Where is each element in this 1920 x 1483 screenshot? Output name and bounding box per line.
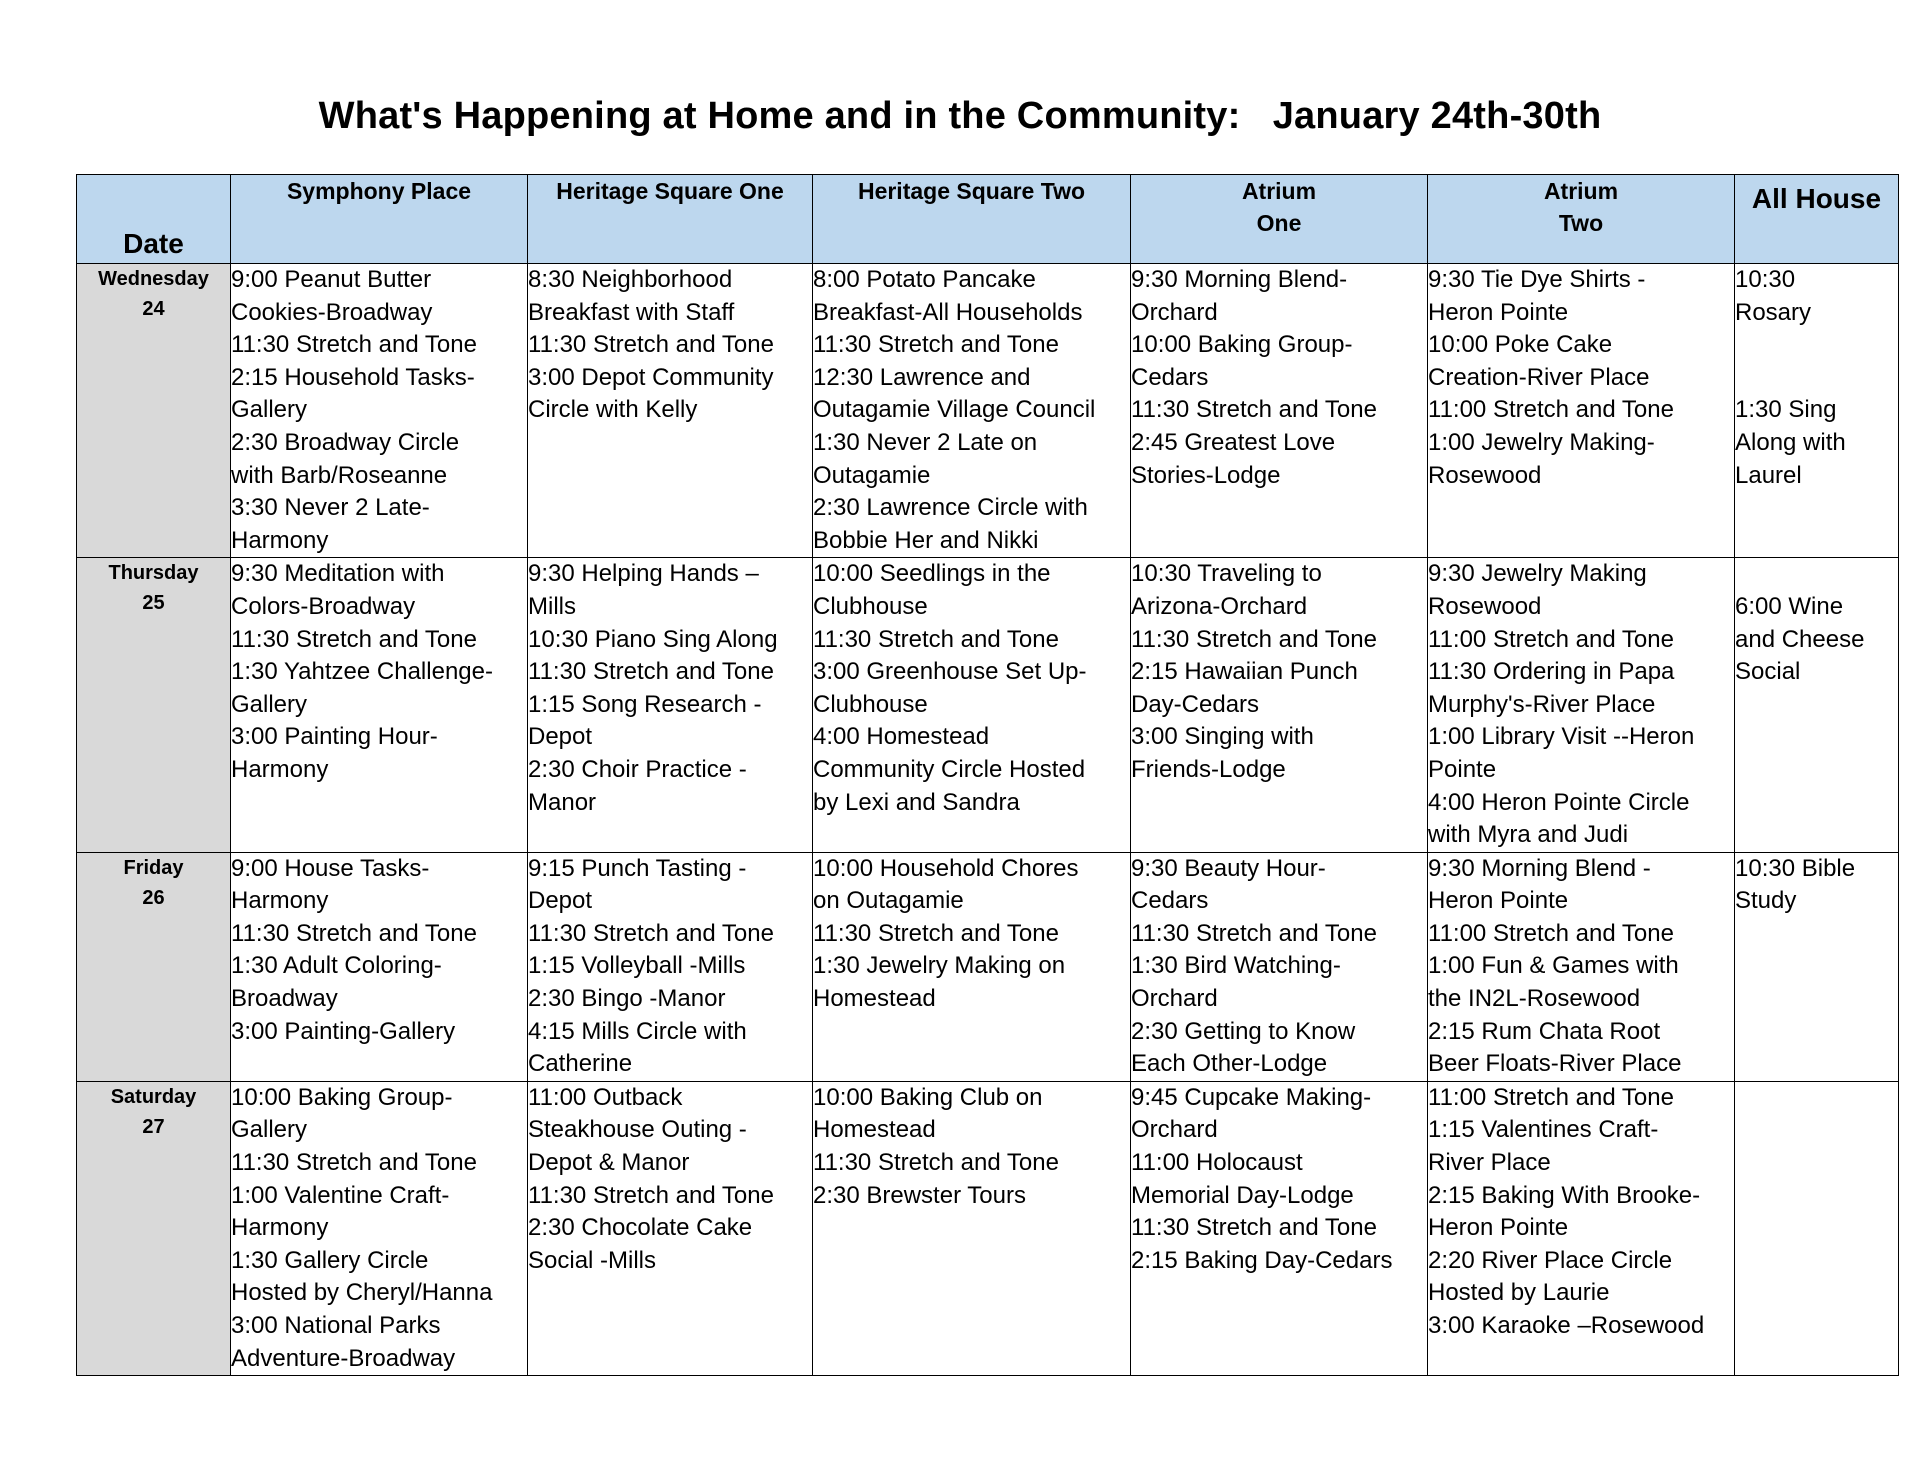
date-cell [77,558,231,852]
heritage-square-one-activities: 11:00 Outback Steakhouse Outing - Depot & Manor 11:30 Stretch and Tone 2:30 Chocolate Cake Social -Mills [528,1081,813,1375]
header-atrium-one-line1: Atrium [1241,178,1317,204]
page-title: What's Happening at Home and in the Community: January 24th-30th [318,95,1602,137]
header-row [77,175,1899,264]
atrium-one-activities: 10:30 Traveling to Arizona-Orchard 11:30 Stretch and Tone 2:15 Hawaiian Punch Day-Cedars 3:00 Singing with Friends-Lodge [1131,558,1428,852]
symphony-place-activities: 9:30 Meditation with Colors-Broadway 11:30 Stretch and Tone 1:30 Yahtzee Challenge- Gallery 3:00 Painting Hour- Harmony [231,558,528,852]
schedule-table [76,174,1899,1376]
atrium-one-activities: 9:30 Beauty Hour- Cedars 11:30 Stretch and Tone 1:30 Bird Watching- Orchard 2:30 Getting to Know Each Other-Lodge [1131,852,1428,1081]
all-house-activities: 6:00 Wine and Cheese Social [1735,558,1899,852]
header-date: Date [77,175,231,264]
header-atrium-two-line2: Two [1558,210,1604,236]
heritage-square-two-activities: 8:00 Potato Pancake Breakfast-All Households 11:30 Stretch and Tone 12:30 Lawrence and Outagamie Village Council 1:30 Never 2 Late on Outagamie 2:30 Lawrence Circle with Bobbie Her and Nikki [813,264,1131,558]
heritage-square-two-activities: 10:00 Baking Club on Homestead 11:30 Stretch and Tone 2:30 Brewster Tours [813,1081,1131,1375]
date-cell [77,264,231,558]
date-cell [77,852,231,1081]
day-name: Thursday [108,562,199,585]
date-cell [77,1081,231,1375]
day-number: 27 [142,1115,165,1138]
atrium-two-activities: 11:00 Stretch and Tone 1:15 Valentines Craft- River Place 2:15 Baking With Brooke- Heron Pointe 2:20 River Place Circle Hosted by Laurie 3:00 Karaoke –Rosewood [1428,1081,1735,1375]
header-all-house: All House [1735,175,1899,264]
header-symphony-place: Symphony Place [231,175,528,264]
heritage-square-two-activities: 10:00 Seedlings in the Clubhouse 11:30 Stretch and Tone 3:00 Greenhouse Set Up- Clubhouse 4:00 Homestead Community Circle Hosted by Lexi and Sandra [813,558,1131,852]
header-atrium-two [1428,175,1735,264]
header-atrium-two-line1: Atrium [1543,178,1619,204]
atrium-two-activities: 9:30 Tie Dye Shirts - Heron Pointe 10:00 Poke Cake Creation-River Place 11:00 Stretch and Tone 1:00 Jewelry Making- Rosewood [1428,264,1735,558]
day-name: Saturday [110,1085,197,1108]
symphony-place-activities: 10:00 Baking Group- Gallery 11:30 Stretch and Tone 1:00 Valentine Craft- Harmony 1:30 Gallery Circle Hosted by Cheryl/Hanna 3:00 National Parks Adventure-Broadway [231,1081,528,1375]
all-house-activities: 10:30 Bible Study [1735,852,1899,1081]
table-row-thursday [77,558,1899,852]
table-row-wednesday [77,264,1899,558]
symphony-place-activities: 9:00 House Tasks- Harmony 11:30 Stretch and Tone 1:30 Adult Coloring- Broadway 3:00 Painting-Gallery [231,852,528,1081]
header-heritage-square-one: Heritage Square One [528,175,813,264]
heritage-square-one-activities: 8:30 Neighborhood Breakfast with Staff 11:30 Stretch and Tone 3:00 Depot Community Circle with Kelly [528,264,813,558]
day-name: Friday [123,856,184,879]
header-atrium-one-line2: One [1256,210,1302,236]
all-house-activities: 10:30 Rosary 1:30 Sing Along with Laurel [1735,264,1899,558]
atrium-one-activities: 9:30 Morning Blend- Orchard 10:00 Baking Group- Cedars 11:30 Stretch and Tone 2:45 Greatest Love Stories-Lodge [1131,264,1428,558]
table-row-saturday [77,1081,1899,1375]
all-house-activities [1735,1081,1899,1375]
symphony-place-activities: 9:00 Peanut Butter Cookies-Broadway 11:30 Stretch and Tone 2:15 Household Tasks- Gallery 2:30 Broadway Circle with Barb/Roseanne 3:30 Never 2 Late- Harmony [231,264,528,558]
day-number: 24 [142,298,165,320]
day-number: 25 [142,592,165,615]
atrium-one-activities: 9:45 Cupcake Making- Orchard 11:00 Holocaust Memorial Day-Lodge 11:30 Stretch and Tone 2:15 Baking Day-Cedars [1131,1081,1428,1375]
day-name: Wednesday [98,268,209,290]
header-atrium-one [1131,175,1428,264]
table-row-friday [77,852,1899,1081]
day-number: 26 [142,886,165,909]
header-heritage-square-two: Heritage Square Two [813,175,1131,264]
heritage-square-one-activities: 9:30 Helping Hands – Mills 10:30 Piano Sing Along 11:30 Stretch and Tone 1:15 Song Research - Depot 2:30 Choir Practice - Manor [528,558,813,852]
heritage-square-two-activities: 10:00 Household Chores on Outagamie 11:30 Stretch and Tone 1:30 Jewelry Making on Homestead [813,852,1131,1081]
heritage-square-one-activities: 9:15 Punch Tasting - Depot 11:30 Stretch and Tone 1:15 Volleyball -Mills 2:30 Bingo -Manor 4:15 Mills Circle with Catherine [528,852,813,1081]
atrium-two-activities: 9:30 Morning Blend - Heron Pointe 11:00 Stretch and Tone 1:00 Fun & Games with the IN2L-Rosewood 2:15 Rum Chata Root Beer Floats-River Place [1428,852,1735,1081]
atrium-two-activities: 9:30 Jewelry Making Rosewood 11:00 Stretch and Tone 11:30 Ordering in Papa Murphy's-River Place 1:00 Library Visit --Heron Pointe 4:00 Heron Pointe Circle with Myra and Judi [1428,558,1735,852]
